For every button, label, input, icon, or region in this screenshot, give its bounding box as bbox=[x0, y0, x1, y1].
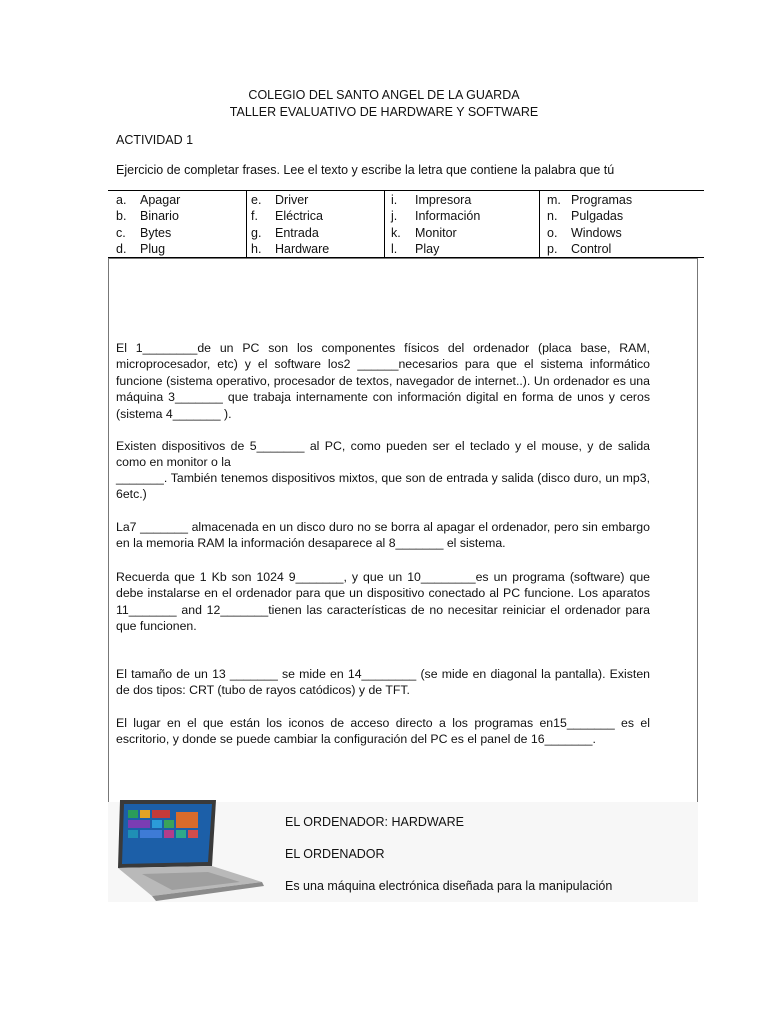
section-subheading: EL ORDENADOR bbox=[285, 847, 385, 861]
exercise-paragraph: La7 _______ almacenada en un disco duro no se borra al apagar el ordenador, pero sin embargo en la memoria RAM la información desaparece al 8_______ el sistema. bbox=[116, 520, 650, 551]
word-bank-column: a. Apagar b. Binario c. Bytes d. Plug bbox=[116, 193, 181, 256]
exercise-paragraph: El 1________de un PC son los componentes físicos del ordenador (placa base, RAM, microprocesador, etc) y el software los2 ______necesarios para que el sistema informático funcione (sistema operativo, procesador de textos, navegador de internet..). Un ordenador es una máquina 3_______ que trabaja internamente con información digital en forma de unos y ceros (sistema 4_______ ). bbox=[116, 341, 650, 421]
exercise-paragraph: Recuerda que 1 Kb son 1024 9_______, y que un 10________es un programa (software) que debe instalarse en el ordenador para que un dispositivo conectado al PC funcione. Los aparatos 11_______ and 12_______tienen las características de no necesitar reiniciar el ordenador para que funcionen. bbox=[116, 570, 650, 634]
section-heading: EL ORDENADOR: HARDWARE bbox=[285, 815, 464, 829]
word-bank-table bbox=[108, 190, 704, 258]
word-bank-column: i. Impresora j. Información k. Monitor l. Play bbox=[384, 191, 540, 257]
word-bank-column: e. Driver f. Eléctrica g. Entrada h. Hardware bbox=[246, 191, 385, 257]
exercise-paragraph: El lugar en el que están los iconos de acceso directo a los programas en15_______ es el escritorio, y donde se puede cambiar la configuración del PC es el panel de 16_______. bbox=[116, 716, 650, 747]
worksheet-title: TALLER EVALUATIVO DE HARDWARE Y SOFTWARE bbox=[229, 105, 539, 119]
exercise-paragraph: El tamaño de un 13 _______ se mide en 14________ (se mide en diagonal la pantalla). Existen de dos tipos: CRT (tubo de rayos catódicos) y de TFT. bbox=[116, 667, 650, 698]
activity-title: ACTIVIDAD 1 bbox=[116, 133, 194, 147]
laptop-image bbox=[112, 798, 270, 906]
word-bank-column: m. Programas n. Pulgadas o. Windows p. Control bbox=[539, 191, 705, 257]
exercise-paragraph: Existen dispositivos de 5_______ al PC, como pueden ser el teclado y el mouse, y de salida como en monitor o la bbox=[116, 439, 650, 470]
exercise-paragraph: _______. También tenemos dispositivos mixtos, que son de entrada y salida (disco duro, un mp3, 6etc.) bbox=[116, 471, 650, 502]
activity-instructions: Ejercicio de completar frases. Lee el texto y escribe la letra que contiene la palabra que tú bbox=[116, 163, 615, 177]
school-name: COLEGIO DEL SANTO ANGEL DE LA GUARDA bbox=[248, 88, 520, 102]
section-text: Es una máquina electrónica diseñada para la manipulación bbox=[285, 879, 613, 893]
